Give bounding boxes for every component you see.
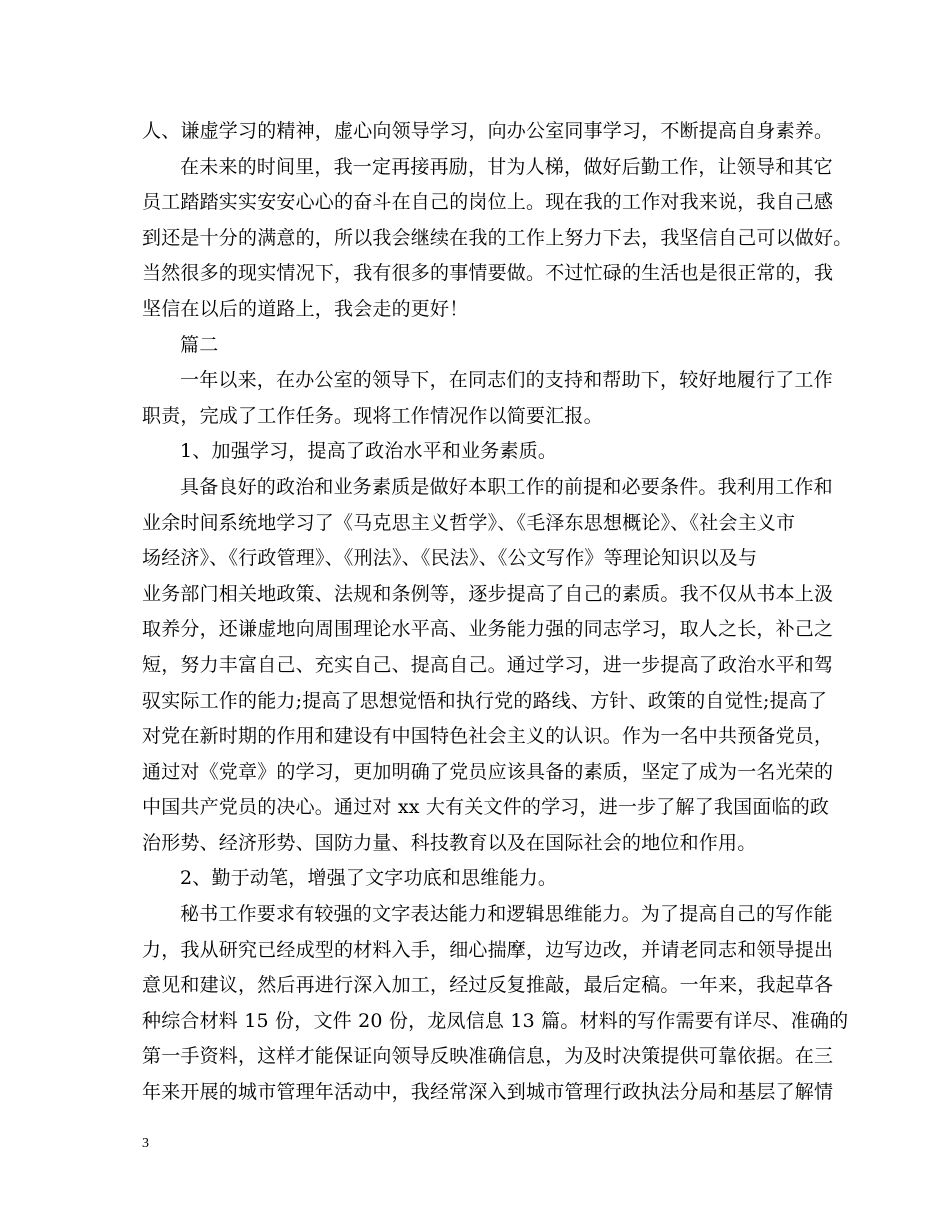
page-number: 3 (142, 1136, 149, 1151)
text-line: 场经济》、《行政管理》、《刑法》、《民法》、《公文写作》等理论知识以及与 (142, 547, 758, 570)
text-line: 业余时间系统地学习了《马克思主义哲学》、《毛泽东思想概论》、《社会主义市 (142, 511, 796, 534)
text-line: 具备良好的政治和业务素质是做好本职工作的前提和必要条件。我利用工作和 (180, 475, 833, 498)
text-line: 员工踏踏实实安安心心的奋斗在自己的岗位上。现在我的工作对我来说，我自己感 (142, 191, 834, 214)
text-line: 到还是十分的满意的，所以我会继续在我的工作上努力下去，我坚信自己可以做好。 (142, 226, 853, 249)
text-line: 一年以来，在办公室的领导下，在同志们的支持和帮助下，较好地履行了工作 (180, 369, 833, 392)
text-line: 对党在新时期的作用和建设有中国特色社会主义的认识。作为一名中共预备党员， (142, 725, 834, 748)
text-line: 秘书工作要求有较强的文字表达能力和逻辑思维能力。为了提高自己的写作能 (180, 903, 833, 926)
text-line: 力，我从研究已经成型的材料入手，细心揣摩，边写边改，并请老同志和领导提出 (142, 938, 834, 961)
subsection-heading: 2、勤于动笔，增强了文字功底和思维能力。 (180, 867, 558, 890)
text-line: 在未来的时间里，我一定再接再励，甘为人梯，做好后勤工作，让领导和其它 (180, 155, 833, 178)
text-line: 治形势、经济形势、国防力量、科技教育以及在国际社会的地位和作用。 (142, 831, 757, 854)
subsection-heading: 1、加强学习，提高了政治水平和业务素质。 (180, 440, 558, 463)
text-line: 通过对《党章》的学习，更加明确了党员应该具备的素质，坚定了成为一名光荣的 (142, 760, 834, 783)
text-line: 意见和建议，然后再进行深入加工，经过反复推敲，最后定稿。一年来，我起草各 (142, 974, 834, 997)
text-line: 职责，完成了工作任务。现将工作情况作以简要汇报。 (142, 404, 603, 427)
section-heading: 篇二 (180, 333, 219, 356)
text-line: 年来开展的城市管理年活动中，我经常深入到城市管理行政执法分局和基层了解情 (142, 1081, 834, 1104)
text-line: 种综合材料 15 份，文件 20 份，龙凤信息 13 篇。材料的写作需要有详尽、准确的 (142, 1009, 849, 1032)
text-line: 当然很多的现实情况下，我有很多的事情要做。不过忙碌的生活也是很正常的，我 (142, 262, 834, 285)
text-line: 坚信在以后的道路上，我会走的更好！ (142, 297, 469, 320)
text-line: 第一手资料，这样才能保证向领导反映准确信息，为及时决策提供可靠依据。在三 (142, 1045, 834, 1068)
text-line: 取养分，还谦虚地向周围理论水平高、业务能力强的同志学习，取人之长，补己之 (142, 618, 834, 641)
text-line: 人、谦虚学习的精神，虚心向领导学习，向办公室同事学习，不断提高自身素养。 (142, 120, 834, 142)
document-body (142, 114, 853, 1111)
text-line: 中国共产党员的决心。通过对 xx 大有关文件的学习，进一步了解了我国面临的政 (142, 796, 830, 819)
text-line: 驭实际工作的能力;提高了思想觉悟和执行党的路线、方针、政策的自觉性;提高了 (142, 689, 828, 712)
text-line: 业务部门相关地政策、法规和条例等，逐步提高了自己的素质。我不仅从书本上汲 (142, 582, 834, 605)
text-line: 短，努力丰富自己、充实自己、提高自己。通过学习，进一步提高了政治水平和驾 (142, 653, 834, 676)
